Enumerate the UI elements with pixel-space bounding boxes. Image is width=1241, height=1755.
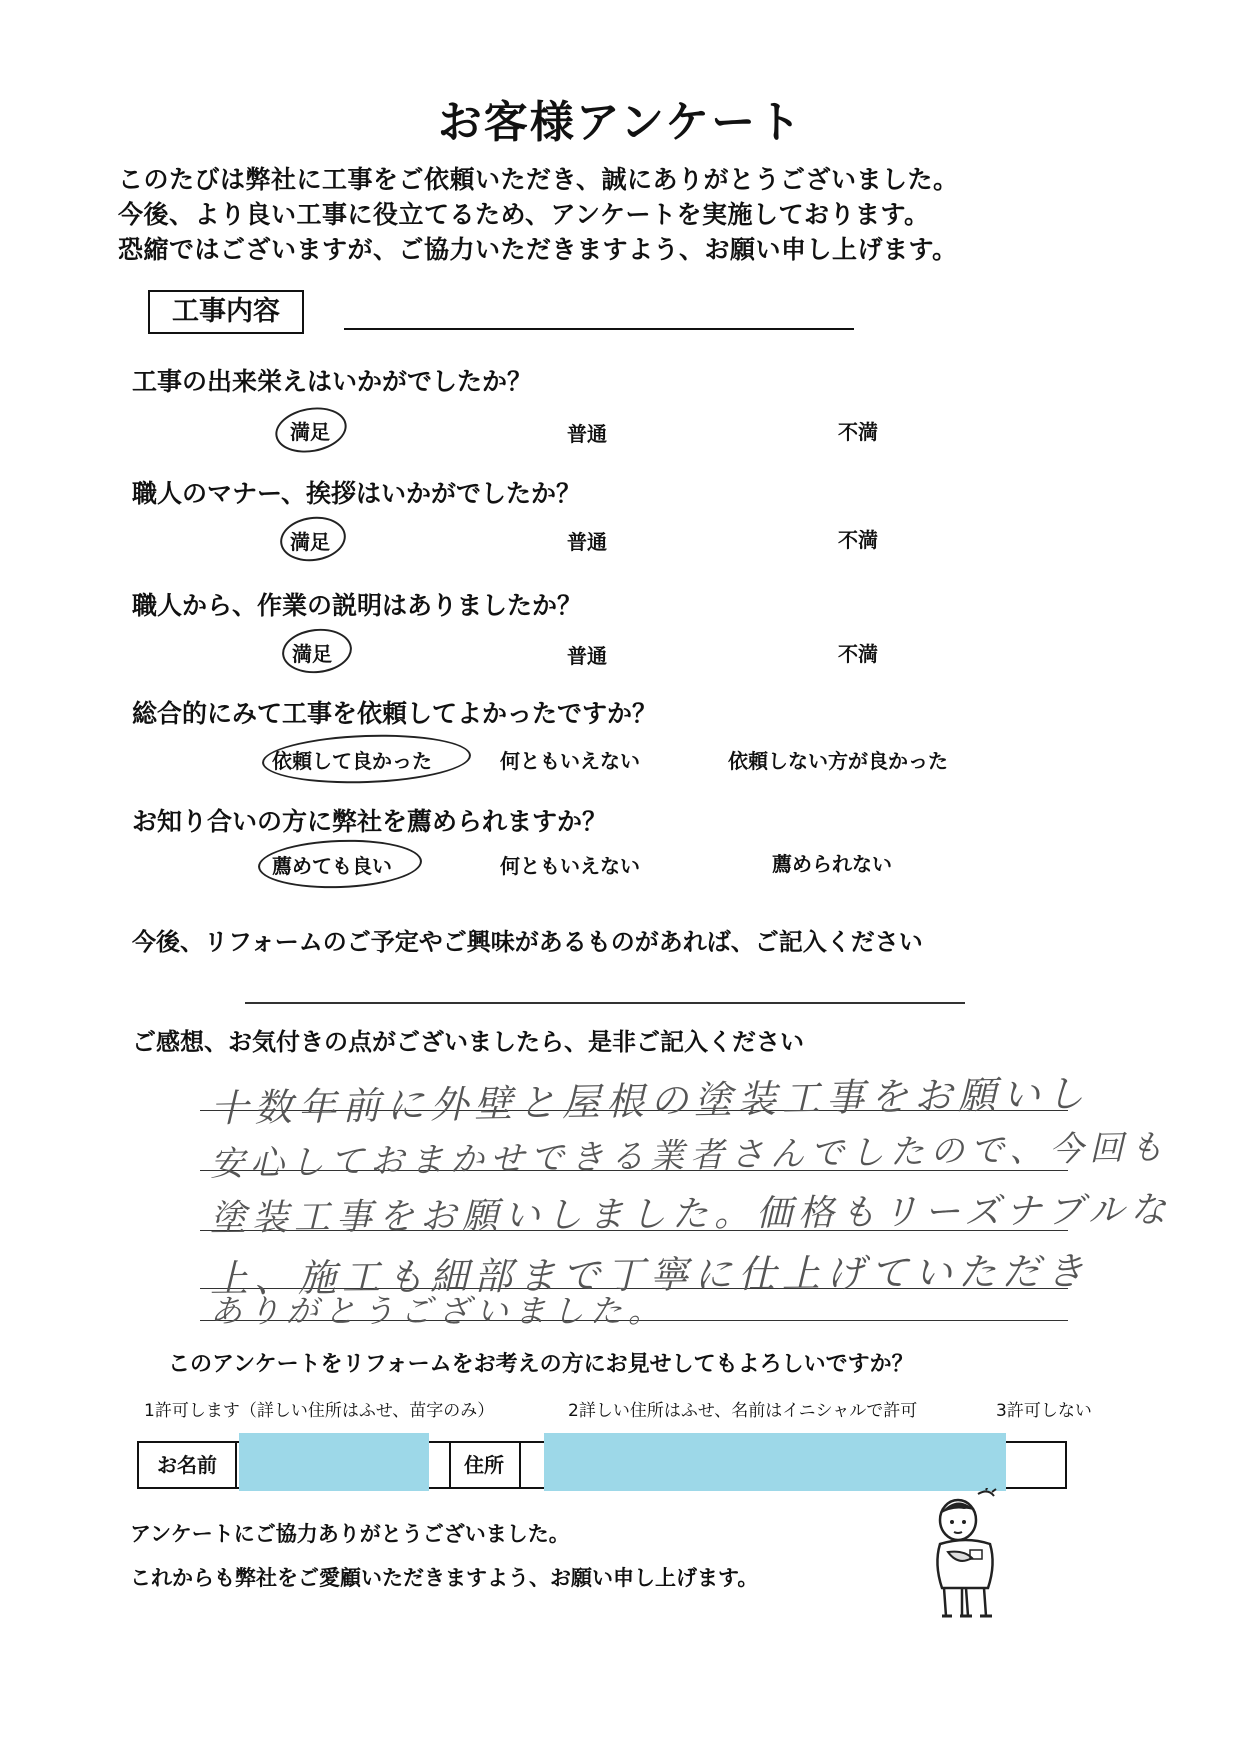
q4-selection-circle [261, 731, 472, 786]
bowing-worker-icon [918, 1488, 1028, 1618]
q3-option-satisfied[interactable]: 満足 [292, 642, 332, 666]
name-divider [235, 1443, 237, 1487]
address-field-redacted[interactable] [544, 1433, 1006, 1491]
q4-option-bad[interactable]: 依頼しない方が良かった [728, 749, 948, 773]
reform-prompt: 今後、リフォームのご予定やご興味があるものがあれば、ご記入ください [132, 928, 923, 956]
consent-option-2[interactable]: 2詳しい住所はふせ、名前はイニシャルで許可 [568, 1401, 918, 1421]
q1-option-normal[interactable]: 普通 [567, 422, 607, 446]
question-3: 職人から、作業の説明はありましたか？ [132, 591, 583, 620]
address-divider-right [519, 1443, 521, 1487]
q5-option-not-recommend[interactable]: 薦められない [772, 852, 892, 876]
consent-option-1[interactable]: 1許可します（詳しい住所はふせ、苗字のみ） [144, 1401, 495, 1421]
q3-option-normal[interactable]: 普通 [567, 644, 607, 668]
comment-handwriting-1: 十数年前に外壁と屋根の塗装工事をお願いし [209, 1071, 1091, 1131]
koji-label: 工事内容 [148, 290, 304, 334]
koji-input-line[interactable] [344, 328, 854, 330]
intro-line-2: 今後、より良い工事に役立てるため、アンケートを実施しております。 [118, 200, 930, 229]
reform-input-line[interactable] [245, 1002, 965, 1004]
comment-handwriting-2: 安心しておまかせできる業者さんでしたので、今回も [209, 1127, 1170, 1185]
q1-option-dissatisfied[interactable]: 不満 [838, 420, 878, 444]
q4-option-good[interactable]: 依頼して良かった [272, 749, 432, 773]
comment-prompt: ご感想、お気付きの点がございましたら、是非ご記入ください [132, 1028, 804, 1056]
q5-selection-circle [257, 837, 423, 891]
comment-handwriting-4: 上、施工も細部まで丁寧に仕上げていただき [209, 1249, 1091, 1301]
comment-handwriting-5: ありがとうございました。 [210, 1292, 667, 1330]
q5-option-neutral[interactable]: 何ともいえない [500, 854, 640, 878]
consent-option-3[interactable]: 3許可しない [996, 1401, 1092, 1421]
q3-selection-circle [280, 625, 354, 676]
question-4: 総合的にみて工事を依頼してよかったですか？ [132, 699, 658, 728]
q1-option-satisfied[interactable]: 満足 [290, 420, 330, 444]
name-address-table [137, 1441, 1067, 1489]
q2-option-normal[interactable]: 普通 [567, 530, 607, 554]
question-1: 工事の出来栄えはいかがでしたか？ [132, 367, 533, 396]
question-2: 職人のマナー、挨拶はいかがでしたか？ [132, 479, 582, 508]
intro-line-1: このたびは弊社に工事をご依頼いただき、誠にありがとうございました。 [118, 165, 959, 194]
q5-option-recommend[interactable]: 薦めても良い [272, 854, 392, 878]
closing-line-2: これからも弊社をご愛顧いただきますよう、お願い申し上げます。 [130, 1566, 759, 1590]
q1-selection-circle [272, 402, 351, 458]
intro-line-3: 恐縮ではございますが、ご協力いただきますよう、お願い申し上げます。 [118, 235, 958, 264]
name-label: お名前 [157, 1453, 217, 1477]
q4-option-neutral[interactable]: 何ともいえない [500, 749, 640, 773]
closing-line-1: アンケートにご協力ありがとうございました。 [130, 1522, 570, 1546]
q2-option-satisfied[interactable]: 満足 [290, 530, 330, 554]
q2-selection-circle [277, 513, 348, 566]
question-5: お知り合いの方に弊社を薦められますか？ [132, 807, 608, 836]
page-title: お客様アンケート [437, 97, 804, 148]
address-label: 住所 [464, 1453, 504, 1477]
q3-option-dissatisfied[interactable]: 不満 [838, 642, 878, 666]
comment-handwriting-3: 塗装工事をお願いしました。価格もリーズナブルな [209, 1189, 1173, 1240]
q2-option-dissatisfied[interactable]: 不満 [838, 528, 878, 552]
name-field-redacted[interactable] [239, 1433, 429, 1491]
consent-question: このアンケートをリフォームをお考えの方にお見せしてもよろしいですか？ [168, 1352, 914, 1377]
